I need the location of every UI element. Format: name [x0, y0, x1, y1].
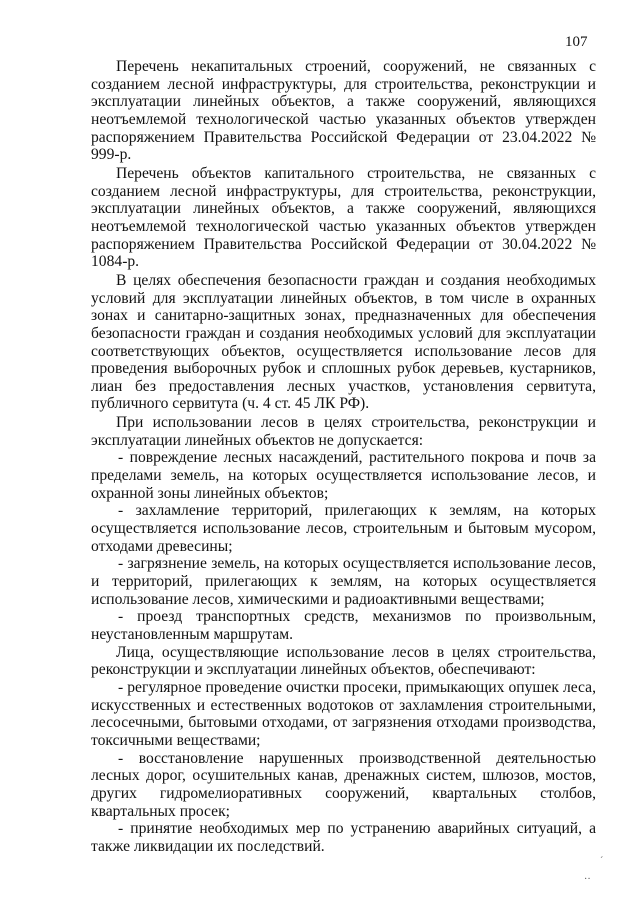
paragraph-obligations-intro: Лица, осуществляющие использование лесов в целях строительства, реконструкции и эксплуатации линейных объектов, обеспечивают: [91, 643, 596, 679]
paragraph-noncapital-structures: Перечень некапитальных строений, сооружений, не связанных с созданием лесной инфраструктуры, для строительства, реконструкции и эксплуатации линейных объектов, а также сооружений, являющихся неотъемлемой технологической частью указанных объектов утвержден распоряжением Правительства Российской Федерации от 23.04.2022 № 999-р. [91, 58, 596, 164]
prohibited-item-littering: - захламление территорий, прилегающих к землям, на которых осуществляется использование лесов, строительным и бытовым мусором, отходами древесины; [91, 502, 596, 555]
paragraph-prohibitions-intro: При использовании лесов в целях строительства, реконструкции и эксплуатации линейных объектов не допускается: [91, 414, 596, 449]
obligation-item-restoration: - восстановление нарушенных производственной деятельностью лесных дорог, осушительных канав, дренажных систем, шлюзов, мостов, других гидромелиоративных сооружений, квартальных столбов, квартальных просек; [91, 749, 596, 820]
prohibited-item-vehicle-travel: - проезд транспортных средств, механизмов по произвольным, неустановленным маршрутам. [91, 608, 596, 643]
document-body [91, 58, 596, 856]
scan-mark: ·· [584, 874, 591, 885]
obligation-item-cleaning: - регулярное проведение очистки просеки, примыкающих опушек леса, искусственных и естественных водотоков от захламления строительными, лесосечными, бытовыми отходами, от загрязнения отходами производства, токсичными веществами; [91, 678, 596, 749]
prohibited-item-pollution: - загрязнение земель, на которых осуществляется использование лесов, и территорий, прилегающих к землям, на которых осуществляется использование лесов, химическими и радиоактивными веществами; [91, 555, 596, 608]
prohibited-item-damage: - повреждение лесных насаждений, растительного покрова и почв за пределами земель, на которых осуществляется использование лесов, и охранной зоны линейных объектов; [91, 449, 596, 502]
page-number: 107 [565, 34, 588, 50]
paragraph-capital-construction: Перечень объектов капитального строительства, не связанных с созданием лесной инфраструктуры, для строительства, реконструкции, эксплуатации линейных объектов, а также сооружений, являющихся неотъемлемой технологической частью указанных объектов утвержден распоряжением Правительства Российской Федерации от 30.04.2022 № 1084-р. [91, 164, 596, 271]
paragraph-safety-logging: В целях обеспечения безопасности граждан и создания необходимых условий для эксплуатации линейных объектов, в том числе в охранных зонах и санитарно-защитных зонах, предназначенных для обеспечения безопасности граждан и создания необходимых условий для эксплуатации соответствующих объектов, осуществляется использование лесов для проведения выборочных рубок и сплошных рубок деревьев, кустарников, лиан без предоставления лесных участков, установления сервитута, публичного сервитута (ч. 4 ст. 45 ЛК РФ). [91, 271, 596, 413]
obligation-item-emergency: - принятие необходимых мер по устранению аварийных ситуаций, а также ликвидации их последствий. [91, 820, 596, 855]
scan-mark: ˊ [600, 856, 604, 867]
